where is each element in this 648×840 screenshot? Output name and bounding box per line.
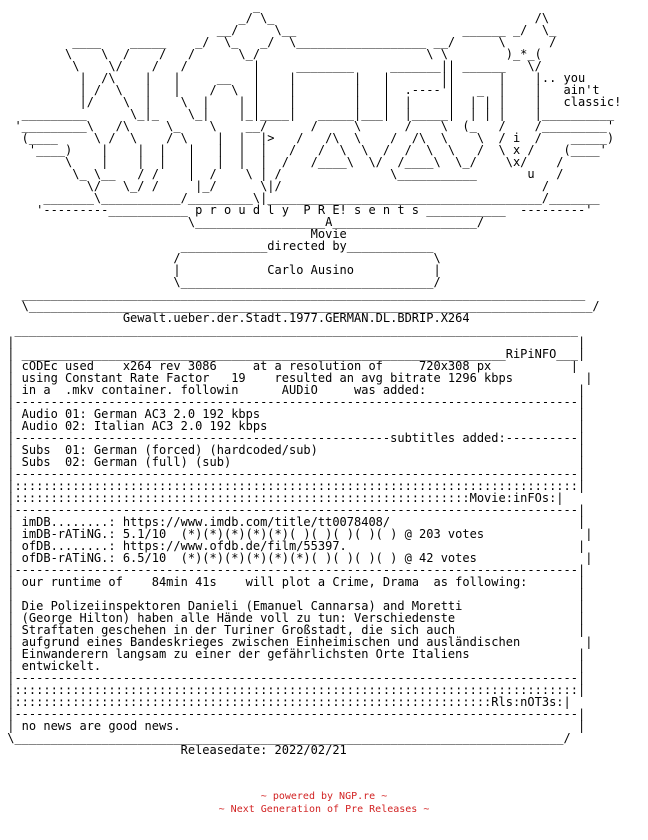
nfo-line: | Einwanderern langsam zu einer der gefährlichsten Orte Italiens | <box>0 647 586 661</box>
nfo-line: Releasedate: 2022/02/21 <box>0 743 347 757</box>
nfo-line: | Carlo Ausino | <box>0 263 441 277</box>
nfo-line: \____________________________________________________________________________/ <box>0 731 571 745</box>
nfo-line: | | <box>0 335 586 349</box>
nfo-line: (____ \ / \ / \ | | |> / /\ \ / /\ \ \ / i / _____) <box>0 131 615 145</box>
nfo-line: | cODEc used x264 rev 3086 at a resolution of 720x308 px | <box>0 359 578 373</box>
nfo-line: | aufgrund eines Bandeskrieges zwischen Einheimischen und ausländischen | <box>0 635 593 649</box>
nfo-line: ______________________________________________________________________________ <box>0 323 578 337</box>
nfo-line: |/ \ | \ | | | | | | | | | | | | classic! <box>0 95 622 109</box>
nfo-line: | ___________________________________________________________________RiPiNFO___| <box>0 347 586 361</box>
nfo-line: | imDB-rATiNG.: 5.1/10 (*)(*)(*)(*)(*)( )( )( )( )( ) @ 203 votes | <box>0 527 593 541</box>
nfo-line: Movie <box>0 227 347 241</box>
nfo-line: ______________________________________________________________________________ <box>0 287 586 301</box>
nfo-line: _________ \_|_ \_| |_|____| _____|___| |_____| | | | |__________ <box>0 107 615 121</box>
nfo-line: \__________________A____________________/ <box>0 215 485 229</box>
nfo-line: |:::::::::::::::::::::::::::::::::::::::::::::::::::::::::::::::Movie:inFOs:| <box>0 491 564 505</box>
nfo-line: | | <box>0 587 586 601</box>
nfo-line: | Audio 01: German AC3 2.0 192 kbps | <box>0 407 586 421</box>
nfo-line: | no news are good news. | <box>0 719 586 733</box>
nfo-line: \_ \__ / / | / \ | / \___________ u / <box>0 167 564 181</box>
nfo-line: '---------___________ p r o u d l y P R E! s e n t s ___________ ---------' <box>0 203 593 217</box>
footer-powered-by: ~ powered by NGP.re ~ <box>260 791 388 802</box>
nfo-line: | our runtime of 84min 41s will plot a Crime, Drama as following: | <box>0 575 586 589</box>
nfo-line: |------------------------------------------------------------------------------| <box>0 395 586 409</box>
nfo-line: ____________directed by____________ <box>0 239 434 253</box>
nfo-line: |::::::::::::::::::::::::::::::::::::::::::::::::::::::::::::::::::Rls:nOT3s:| <box>0 695 571 709</box>
nfo-line: |::::::::::::::::::::::::::::::::::::::::::::::::::::::::::::::::::::::::::::::| <box>0 683 586 697</box>
nfo-line: Gewalt.ueber.der.Stadt.1977.GERMAN.DL.BDRIP.X264 <box>0 311 470 325</box>
nfo-line: |::::::::::::::::::::::::::::::::::::::::::::::::::::::::::::::::::::::::::::::| <box>0 479 586 493</box>
nfo-line: \___________________________________/ <box>0 275 441 289</box>
nfo-line: \ \/ / / | ________ _______|| ______ \/ <box>0 59 542 73</box>
nfo-line: __/ \__ ______ _/ \_ <box>0 23 557 37</box>
nfo-line: | imDB........: https://www.imdb.com/title/tt0078408/ | <box>0 515 586 529</box>
nfo-line: |------------------------------------------------------------------------------| <box>0 467 586 481</box>
nfo-line: | in a .mkv container. followin AUDiO was added: | <box>0 383 586 397</box>
nfo-line: | / \ | | / \ | | | | .----'| _ | | ain't <box>0 83 600 97</box>
nfo-line: |----------------------------------------------------subtitles added:----------| <box>0 431 586 445</box>
nfo-line: | Die Polizeiinspektoren Danieli (Emanuel Cannarsa) and Moretti | <box>0 599 586 613</box>
nfo-line: / \ <box>0 251 441 265</box>
nfo-line: ____ _____ _/ \_ _/ \__________________ __/ \ / <box>0 35 557 49</box>
nfo-line: \ \ / / / \_/ \ \ )_*_( <box>0 47 542 61</box>
nfo-line: |------------------------------------------------------------------------------| <box>0 563 586 577</box>
nfo-line: | Straftaten geschehen in der Turiner Großstadt, die sich auch | <box>0 623 586 637</box>
nfo-line: |------------------------------------------------------------------------------| <box>0 671 586 685</box>
nfo-line: | entwickelt. | <box>0 659 586 673</box>
nfo-line: '_________\ /\ \_ \ __/ / \ / \ (_ / /_________' <box>0 119 615 133</box>
nfo-line: _/ \_ /\ <box>0 11 550 25</box>
nfo-line: | ofDB........: https://www.ofdb.de/film/55397. | <box>0 539 586 553</box>
nfo-line: '____) | | | | | | | / / \ \ / / \ \ / \ x / (____' <box>0 143 607 157</box>
nfo-line: \/ \_/ / |_/ \|/ / <box>0 179 550 193</box>
nfo-line: \______________________________________________________________________________/ <box>0 299 600 313</box>
footer <box>0 790 648 816</box>
nfo-line: _______\___________/_________\|______________________________________/_______ <box>0 191 600 205</box>
nfo-line: | Subs 02: German (full) (sub) | <box>0 455 586 469</box>
nfo-line: | /\ | | __ | | | | || | |.. you <box>0 71 586 85</box>
nfo-line: | using Constant Rate Factor 19 resulted an avg bitrate 1296 kbps | <box>0 371 593 385</box>
nfo-line: |------------------------------------------------------------------------------| <box>0 707 586 721</box>
nfo-line: | ofDB-rATiNG.: 6.5/10 (*)(*)(*)(*)(*)(*)( )( )( )( ) @ 42 votes | <box>0 551 593 565</box>
nfo-line: \ | | | | | | | / /____\ \/ /____\ \_/ \x/ / <box>0 155 564 169</box>
footer-tagline: ~ Next Generation of Pre Releases ~ <box>218 804 430 815</box>
nfo-line: _ <box>0 0 261 13</box>
nfo-line: | Subs 01: German (forced) (hardcoded/sub) | <box>0 443 586 457</box>
nfo-line: |------------------------------------------------------------------------------| <box>0 503 586 517</box>
nfo-line: | (George Hilton) haben alle Hände voll zu tun: Verschiedenste | <box>0 611 586 625</box>
nfo-line: | Audio 02: Italian AC3 2.0 192 kbps | <box>0 419 586 433</box>
